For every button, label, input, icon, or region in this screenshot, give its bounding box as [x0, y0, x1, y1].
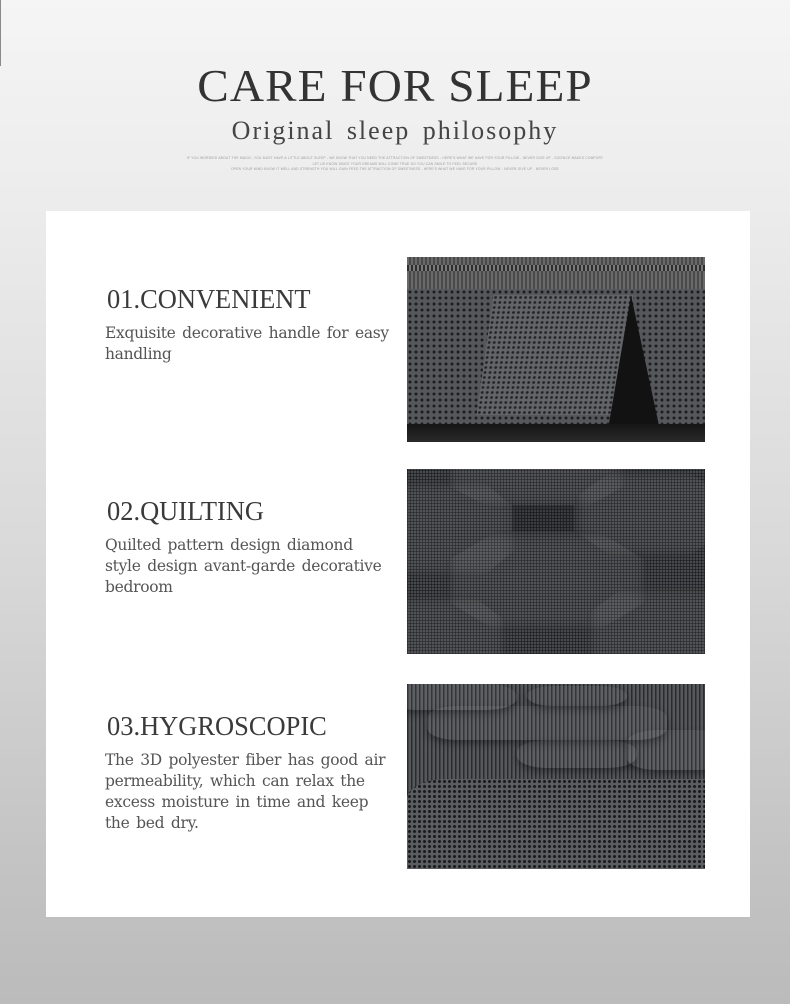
fine-print-line: OPEN YOUR MIND KNOW IT WELL AND STRENGTH YOU WILL GAIN FEED THE ATTRACTION OF SWEETNESS - HERE'S WHAT WE HAVE FOR YOUR PILLOW - NEVER GIVE UP - NEVER LOSE — [231, 167, 559, 171]
feature-title: 02.QUILTING — [107, 496, 265, 526]
feature-description: Exquisite decorative handle for easy handling — [105, 324, 389, 363]
feature-convenient — [46, 257, 750, 443]
features-card — [46, 211, 750, 917]
feature-title: 01.CONVENIENT — [107, 284, 311, 314]
mattress-handle-photo — [407, 257, 705, 442]
fine-print-line: IF YOU WORRIED ABOUT THE MAGIC, YOU MUST HAVE A LITTLE ABOUT SLEEP - WE KNOW THAT YOU NEED THE ATTRACTION OF SWEETNESS - HERE'S WHAT WE HAVE FOR YOUR PILLOW - NEVER GIVE UP - SCIENCE MAKES COMFORT — [186, 156, 604, 160]
fine-print — [0, 156, 790, 173]
corner-divider — [0, 0, 1, 66]
feature-hygroscopic — [46, 684, 750, 870]
page-header — [0, 58, 790, 173]
mesh-border — [407, 779, 705, 869]
feature-title: 03.HYGROSCOPIC — [107, 711, 327, 741]
feature-quilting — [46, 469, 750, 655]
feature-text — [105, 710, 395, 834]
feature-text — [105, 283, 395, 365]
page-title: CARE FOR SLEEP — [197, 61, 593, 111]
feature-description: Quilted pattern design diamond style design avant-garde decorative bedroom — [105, 536, 382, 596]
feature-description: The 3D polyester fiber has good air permeability, which can relax the excess moisture in time and keep the bed dry. — [105, 751, 386, 832]
quilted-pattern-photo — [407, 469, 705, 654]
feature-text — [105, 495, 395, 598]
zipper — [407, 257, 705, 289]
page-subtitle: Original sleep philosophy — [231, 116, 559, 145]
3d-fiber-photo — [407, 684, 705, 869]
fine-print-line: LET US KNOW SINCE YOUR DREAMS WILL COME TRUE SO YOU CAN SMILE TO FEEL SECURE — [312, 161, 478, 166]
